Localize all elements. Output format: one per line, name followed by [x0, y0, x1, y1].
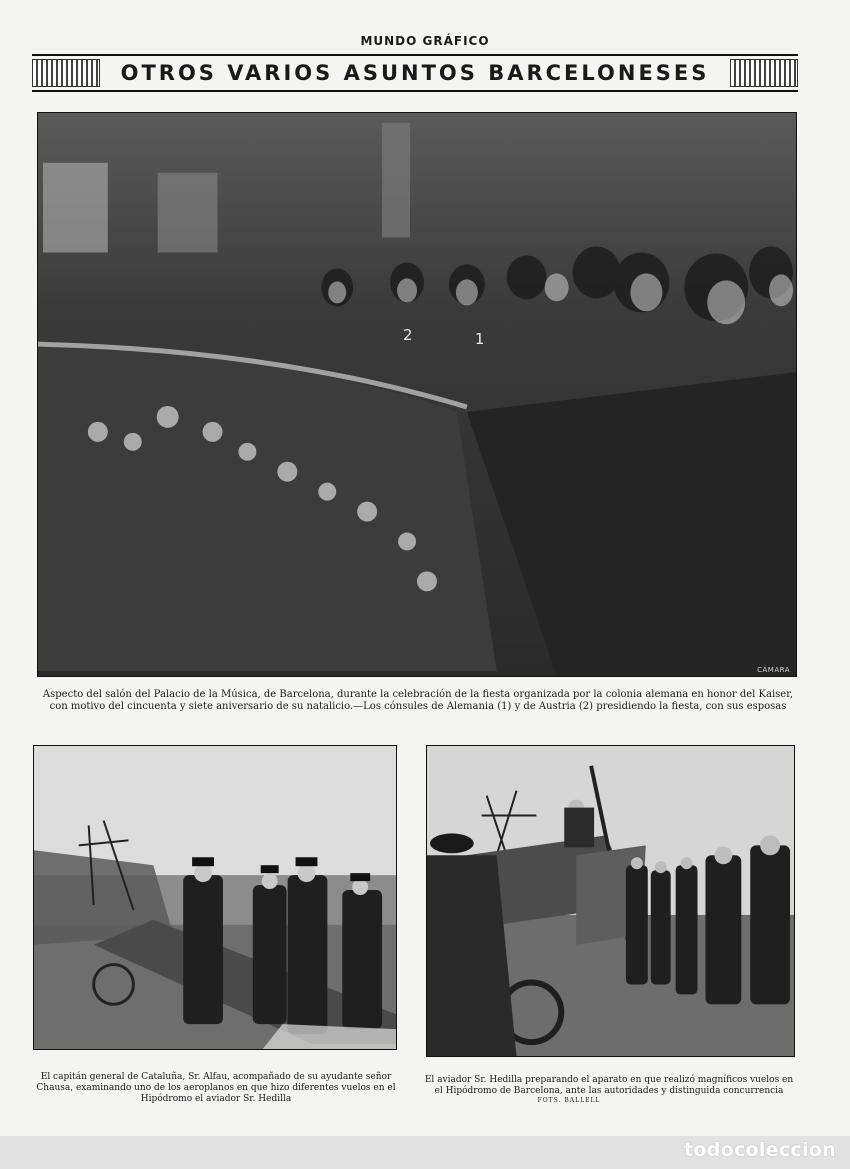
photographer-signature: CÁMARA — [757, 666, 790, 674]
photo-aviador-hedilla-image — [427, 746, 794, 1056]
photo-palacio-musica — [37, 112, 797, 677]
marker-1: 1 — [474, 330, 485, 349]
caption-right — [420, 1075, 798, 1105]
photo-aviador-hedilla — [426, 745, 795, 1057]
masthead: MUNDO GRÁFICO — [360, 34, 490, 48]
page-title: OTROS VARIOS ASUNTOS BARCELONESES — [120, 61, 710, 85]
ornament-right — [730, 59, 798, 87]
caption-main: Aspecto del salón del Palacio de la Música, de Barcelona, durante la celebración de la fiesta organizada por la colonia alemana en honor del Kaiser, con motivo del cincuenta y siete aniversario de su natalicio.—Los cónsules de Alemania (1) y de Austria (2) presidiendo la fiesta, con sus esposas — [42, 689, 794, 712]
ornament-left — [32, 59, 100, 87]
marker-2: 2 — [403, 326, 413, 345]
caption-right-text: El aviador Sr. Hedilla preparando el aparato en que realizó magníficos vuelos en el Hipódromo de Barcelona, ante las autoridades y distinguida concurrencia — [424, 1075, 794, 1096]
photo-aeroplano-alfau-image — [34, 746, 396, 1049]
photo-aeroplano-alfau — [33, 745, 397, 1050]
caption-left: El capitán general de Cataluña, Sr. Alfau, acompañado de su ayudante señor Chausa, examinando uno de los aeroplanos en que hizo diferentes vuelos en el Hipódromo el aviador Sr. Hedilla — [36, 1072, 396, 1104]
photo-credit: FOTS. BALLELL — [537, 1097, 601, 1104]
title-banner — [32, 54, 798, 92]
photo-palacio-musica-image — [38, 113, 796, 676]
watermark-logo: todocoleccion — [683, 1139, 836, 1161]
